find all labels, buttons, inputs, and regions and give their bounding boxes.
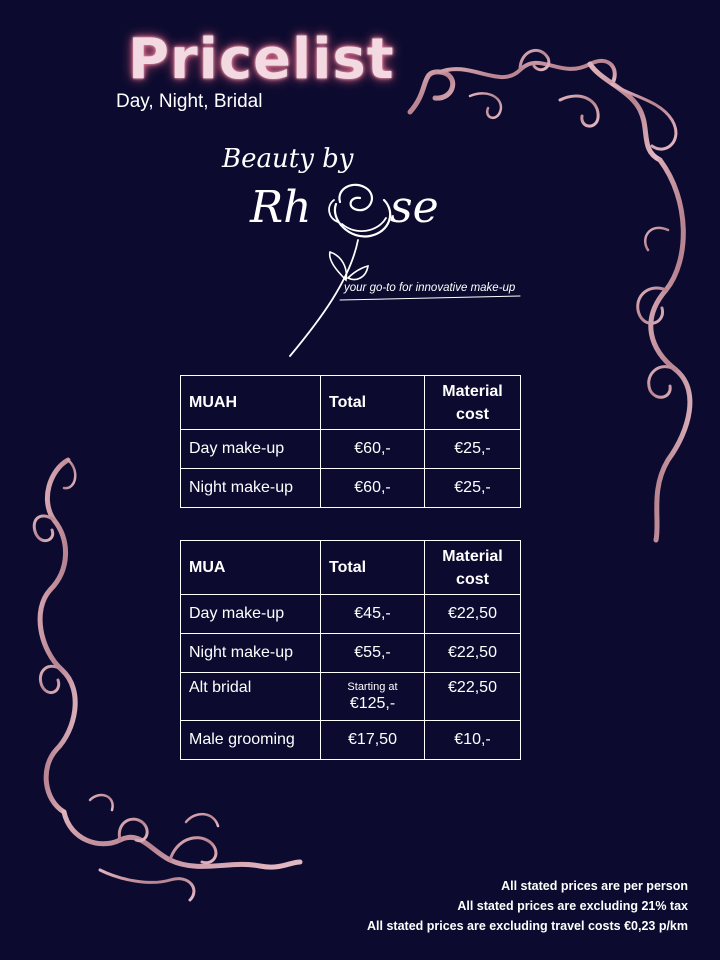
service-cell: Day make-up [181,430,321,469]
material-cell: €25,- [425,430,521,469]
total-cell [321,673,425,721]
total-cell: €60,- [321,469,425,508]
footnotes [367,876,688,936]
total-prefix: Starting at [347,680,398,693]
column-header-service: MUAH [181,376,321,430]
table-row [181,673,521,721]
logo-name-start: Rh [250,182,312,233]
page-title: Pricelist [128,27,395,92]
footnote-tax: All stated prices are excluding 21% tax [457,899,688,913]
footnote-travel: All stated prices are excluding travel costs €0,23 p/km [367,919,688,933]
column-header-total: Total [321,541,425,595]
muah-price-table [180,375,521,508]
material-cell: €22,50 [425,673,521,721]
total-value: €125,- [349,694,396,712]
total-cell: €45,- [321,595,425,634]
material-cell: €10,- [425,721,521,760]
table-header-row [181,376,521,430]
service-cell: Day make-up [181,595,321,634]
table-row [181,430,521,469]
table-row [181,721,521,760]
logo-tagline: your go-to for innovative make-up [344,282,516,294]
logo-line1: Beauty by [222,144,354,174]
service-cell: Alt bridal [181,673,321,721]
table-row [181,634,521,673]
column-header-material: Material cost [425,541,521,595]
page-subtitle: Day, Night, Bridal [116,91,263,112]
material-cell: €22,50 [425,595,521,634]
material-cell: €22,50 [425,634,521,673]
footnote-per-person: All stated prices are per person [501,879,688,893]
mua-price-table [180,540,521,760]
service-cell: Night make-up [181,469,321,508]
material-cell: €25,- [425,469,521,508]
total-cell: €55,- [321,634,425,673]
column-header-material: Material cost [425,376,521,430]
service-cell: Male grooming [181,721,321,760]
service-cell: Night make-up [181,634,321,673]
table-row [181,469,521,508]
total-cell: €60,- [321,430,425,469]
total-cell: €17,50 [321,721,425,760]
brand-logo [210,140,530,360]
table-header-row [181,541,521,595]
logo-name-end: se [390,182,439,233]
table-row [181,595,521,634]
column-header-service: MUA [181,541,321,595]
column-header-total: Total [321,376,425,430]
